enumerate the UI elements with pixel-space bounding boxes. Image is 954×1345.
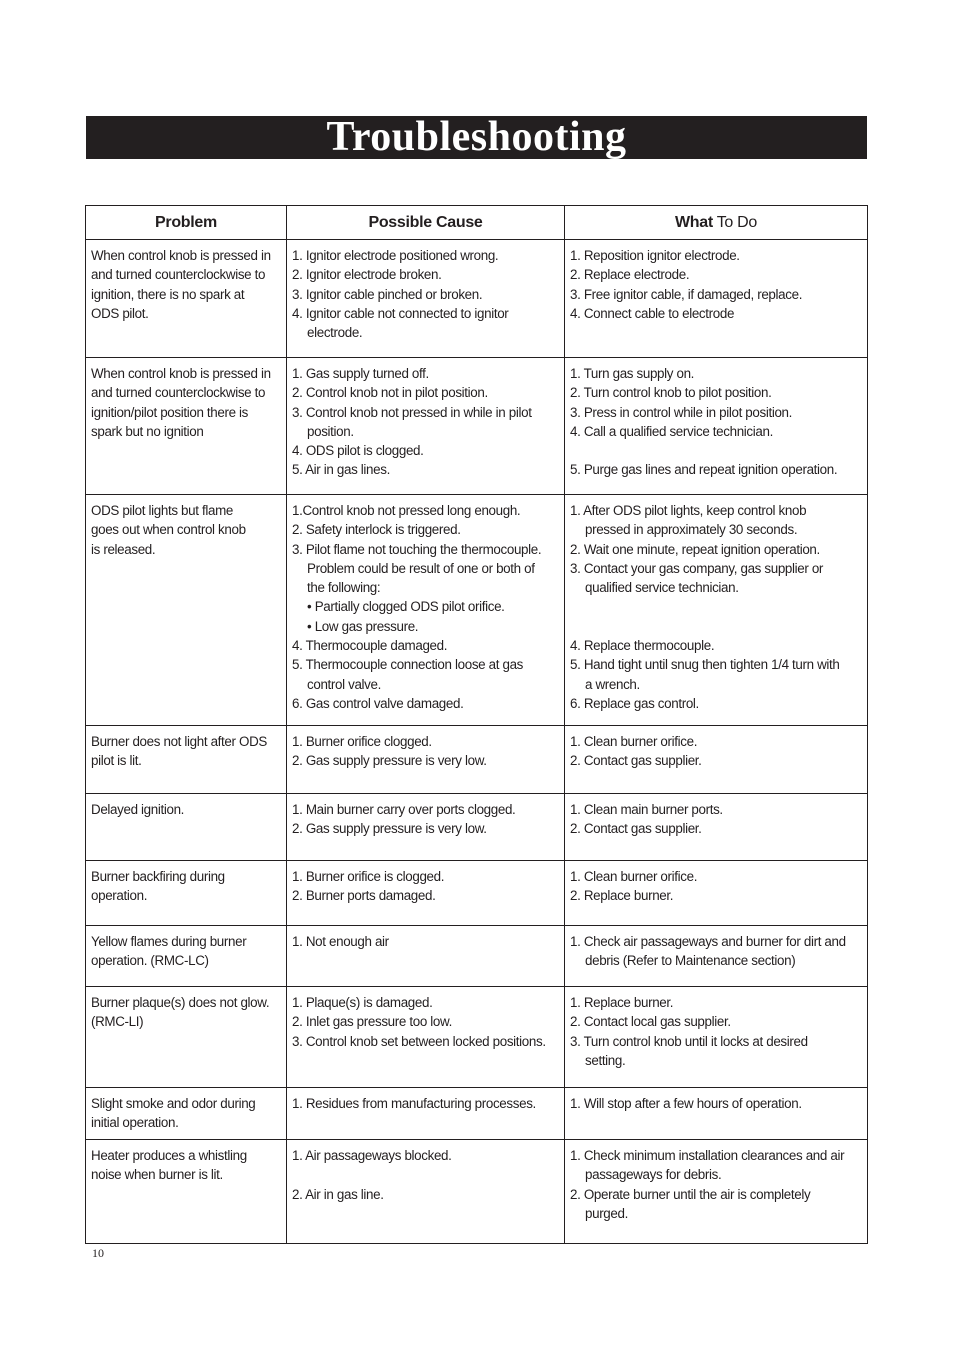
problem-cell: [86, 926, 287, 987]
todo-line: 3. Free ignitor cable, if damaged, replace.: [570, 286, 803, 302]
todo-line: 2. Turn control knob to pilot position.: [570, 385, 772, 401]
todo-line: 1. Will stop after a few hours of operation.: [570, 1096, 802, 1111]
cause-line: 1. Ignitor electrode positioned wrong.: [292, 248, 499, 263]
cause-line: 6. Gas control valve damaged.: [292, 695, 464, 711]
problem-line: When control knob is pressed in: [91, 366, 271, 381]
cause-line: 4. Ignitor cable not connected to ignitor: [292, 305, 509, 321]
cause-line: the following:: [307, 580, 381, 596]
cause-cell: [287, 987, 565, 1088]
problem-line: and turned counterclockwise to: [91, 385, 266, 401]
todo-line: qualified service technician.: [585, 580, 739, 596]
table-row: [86, 987, 868, 1088]
cause-cell: [287, 1140, 565, 1244]
problem-cell: [86, 861, 287, 926]
cause-line: 2. Gas supply pressure is very low.: [292, 753, 487, 769]
cause-line: 3. Control knob not pressed in while in pilot: [292, 404, 532, 420]
problem-cell: [86, 726, 287, 794]
todo-line: 6. Replace gas control.: [570, 695, 699, 711]
problem-line: ODS pilot.: [91, 305, 149, 321]
todo-cell: [565, 358, 868, 495]
cause-line: 4. ODS pilot is clogged.: [292, 443, 424, 459]
cause-line: Problem could be result of one or both of: [307, 560, 535, 576]
table-row: [86, 861, 868, 926]
todo-line: 2. Contact gas supplier.: [570, 753, 702, 769]
cause-line: 2. Burner ports damaged.: [292, 888, 436, 904]
problem-line: (RMC-LI): [91, 1014, 144, 1030]
todo-line: [570, 617, 862, 636]
todo-line: 3. Contact your gas company, gas supplier or: [570, 560, 824, 576]
todo-cell: [565, 726, 868, 794]
table-body: [86, 240, 868, 1244]
table-row: [86, 358, 868, 495]
problem-line: ignition/pilot position there is: [91, 404, 249, 420]
cause-line: 5. Air in gas lines.: [292, 462, 390, 478]
problem-line: When control knob is pressed in: [91, 248, 271, 263]
problem-cell: [86, 1088, 287, 1140]
cause-line: • Partially clogged ODS pilot orifice.: [307, 599, 505, 615]
cause-line: 4. Thermocouple damaged.: [292, 638, 448, 654]
cause-line: 1. Burner orifice clogged.: [292, 734, 432, 749]
problem-line: Slight smoke and odor during: [91, 1096, 256, 1111]
problem-line: Burner backfiring during: [91, 869, 225, 884]
table-row: [86, 240, 868, 358]
todo-line: 2. Replace electrode.: [570, 267, 690, 283]
todo-line: 4. Connect cable to electrode: [570, 305, 735, 321]
cause-line: 1. Plaque(s) is damaged.: [292, 995, 433, 1010]
problem-line: Yellow flames during burner: [91, 934, 247, 949]
cause-line: 2. Safety interlock is triggered.: [292, 522, 461, 538]
cause-line: 1.Control knob not pressed long enough.: [292, 503, 521, 518]
problem-cell: [86, 240, 287, 358]
cause-cell: [287, 1088, 565, 1140]
todo-line: 1. Clean main burner ports.: [570, 802, 723, 817]
problem-line: and turned counterclockwise to: [91, 267, 266, 283]
header-what-to-do: [565, 206, 868, 240]
todo-line: 1. After ODS pilot lights, keep control knob: [570, 503, 807, 518]
cause-cell: [287, 358, 565, 495]
todo-line: purged.: [585, 1205, 628, 1221]
todo-line: 2. Contact gas supplier.: [570, 821, 702, 837]
header-what-to-do-rest: To Do: [712, 213, 758, 231]
problem-cell: [86, 1140, 287, 1244]
cause-cell: [287, 861, 565, 926]
todo-line: 2. Replace burner.: [570, 888, 674, 904]
todo-line: 1. Clean burner orifice.: [570, 734, 698, 749]
todo-line: a wrench.: [585, 676, 640, 692]
table-row: [86, 1140, 868, 1244]
header-possible-cause: Possible Cause: [287, 206, 565, 240]
cause-line: 3. Pilot flame not touching the thermocouple.: [292, 541, 542, 557]
cause-line: position.: [307, 423, 354, 439]
todo-line: 3. Turn control knob until it locks at desired: [570, 1033, 808, 1049]
todo-line: 1. Check air passageways and burner for dirt and: [570, 934, 846, 949]
table-row: [86, 794, 868, 861]
todo-line: passageways for debris.: [585, 1167, 722, 1183]
cause-line: 1. Burner orifice is clogged.: [292, 869, 445, 884]
todo-cell: [565, 861, 868, 926]
problem-line: noise when burner is lit.: [91, 1167, 223, 1183]
cause-line: 1. Air passageways blocked.: [292, 1148, 452, 1163]
table-row: [86, 926, 868, 987]
problem-cell: [86, 358, 287, 495]
cause-cell: [287, 726, 565, 794]
todo-cell: [565, 1140, 868, 1244]
problem-line: Burner does not light after ODS: [91, 734, 267, 749]
problem-line: initial operation.: [91, 1115, 179, 1131]
problem-line: operation.: [91, 888, 148, 904]
todo-line: 4. Replace thermocouple.: [570, 638, 715, 654]
todo-cell: [565, 926, 868, 987]
cause-cell: [287, 926, 565, 987]
todo-line: 5. Purge gas lines and repeat ignition operation.: [570, 462, 838, 478]
problem-cell: [86, 495, 287, 726]
todo-line: 1. Clean burner orifice.: [570, 869, 698, 884]
cause-line: 2. Gas supply pressure is very low.: [292, 821, 487, 837]
todo-cell: [565, 495, 868, 726]
todo-line: [570, 441, 862, 460]
todo-line: 2. Wait one minute, repeat ignition operation.: [570, 541, 820, 557]
problem-line: operation. (RMC-LC): [91, 953, 209, 969]
todo-line: 1. Check minimum installation clearances and air: [570, 1148, 845, 1163]
cause-line: control valve.: [307, 676, 381, 692]
problem-line: Delayed ignition.: [91, 802, 185, 817]
todo-line: 5. Hand tight until snug then tighten 1/4 turn with: [570, 657, 840, 673]
table-row: [86, 1088, 868, 1140]
problem-cell: [86, 987, 287, 1088]
cause-line: 2. Control knob not in pilot position.: [292, 385, 488, 401]
cause-line: • Low gas pressure.: [307, 618, 419, 634]
cause-line: 1. Not enough air: [292, 934, 389, 949]
cause-line: 3. Ignitor cable pinched or broken.: [292, 286, 483, 302]
problem-line: pilot is lit.: [91, 753, 142, 769]
cause-line: [292, 1165, 559, 1184]
todo-line: pressed in approximately 30 seconds.: [585, 522, 798, 538]
header-what-to-do-bold: What: [674, 213, 713, 231]
todo-cell: [565, 794, 868, 861]
todo-cell: [565, 1088, 868, 1140]
problem-line: is released.: [91, 541, 156, 557]
todo-line: 1. Reposition ignitor electrode.: [570, 248, 740, 263]
todo-cell: [565, 240, 868, 358]
table-row: [86, 495, 868, 726]
page-title: Troubleshooting: [326, 114, 627, 160]
header-problem: Problem: [86, 206, 287, 240]
cause-line: 2. Ignitor electrode broken.: [292, 267, 442, 283]
todo-line: 3. Press in control while in pilot position.: [570, 404, 793, 420]
cause-line: 1. Residues from manufacturing processes.: [292, 1096, 536, 1111]
todo-line: 2. Operate burner until the air is completely: [570, 1186, 811, 1202]
problem-cell: [86, 794, 287, 861]
problem-line: ODS pilot lights but flame: [91, 503, 233, 518]
cause-line: electrode.: [307, 325, 363, 341]
todo-line: [570, 597, 862, 616]
cause-line: 1. Gas supply turned off.: [292, 366, 429, 381]
troubleshooting-table: [85, 205, 868, 1244]
problem-line: spark but no ignition: [91, 423, 204, 439]
cause-line: 1. Main burner carry over ports clogged.: [292, 802, 516, 817]
todo-cell: [565, 987, 868, 1088]
cause-line: 2. Inlet gas pressure too low.: [292, 1014, 452, 1030]
page-number: 10: [92, 1246, 104, 1260]
title-bar: [86, 116, 867, 159]
todo-line: 1. Turn gas supply on.: [570, 366, 695, 381]
cause-line: 2. Air in gas line.: [292, 1186, 384, 1202]
table-row: [86, 726, 868, 794]
cause-line: 3. Control knob set between locked positions.: [292, 1033, 546, 1049]
todo-line: setting.: [585, 1052, 626, 1068]
todo-line: 2. Contact local gas supplier.: [570, 1014, 731, 1030]
todo-line: 4. Call a qualified service technician.: [570, 423, 773, 439]
cause-cell: [287, 240, 565, 358]
header-row: [86, 206, 868, 240]
problem-line: goes out when control knob: [91, 522, 246, 538]
cause-cell: [287, 794, 565, 861]
cause-line: 5. Thermocouple connection loose at gas: [292, 657, 524, 673]
todo-line: debris (Refer to Maintenance section): [585, 953, 796, 969]
problem-line: Heater produces a whistling: [91, 1148, 247, 1163]
todo-line: 1. Replace burner.: [570, 995, 674, 1010]
cause-cell: [287, 495, 565, 726]
problem-line: Burner plaque(s) does not glow.: [91, 995, 270, 1010]
problem-line: ignition, there is no spark at: [91, 286, 245, 302]
